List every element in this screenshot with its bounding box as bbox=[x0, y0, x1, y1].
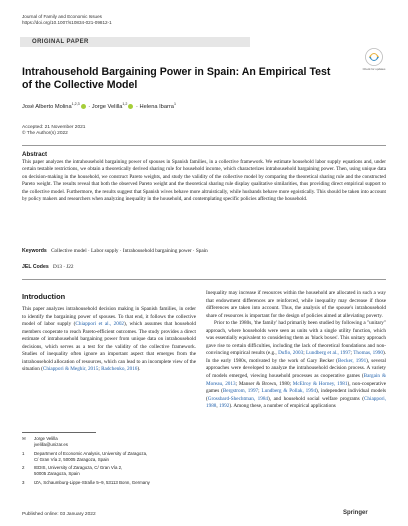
divider bbox=[22, 145, 386, 146]
citation-link[interactable]: McElroy & Horney, 1981 bbox=[292, 380, 348, 387]
copyright-line: © The Author(s) 2022 bbox=[22, 131, 68, 137]
citation-link[interactable]: Grossbard-Shechtman, 1984 bbox=[207, 395, 269, 402]
check-for-updates-badge[interactable] bbox=[362, 47, 386, 73]
author-list bbox=[22, 102, 382, 110]
author-name[interactable]: Helena Ibarra bbox=[139, 103, 174, 110]
intro-paragraph-3 bbox=[206, 320, 386, 411]
footnotes bbox=[22, 436, 196, 488]
paragraph-text: , bbox=[216, 403, 219, 410]
paragraph-text: ; bbox=[98, 366, 102, 373]
footnote-line: IZA, Schaumburg-Lippe-Straße 5–9, 53113 Bonn, Germany bbox=[34, 479, 150, 485]
article-title: Intrahousehold Bargaining Power in Spain: An Empirical Test of the Collective Model bbox=[22, 66, 331, 91]
intro-left-column bbox=[22, 306, 196, 374]
accepted-date: Accepted: 21 November 2021 bbox=[22, 125, 86, 130]
divider bbox=[22, 279, 386, 280]
author-name[interactable]: José Alberto Molina bbox=[22, 103, 72, 110]
citation-link[interactable]: Becker, 1991 bbox=[337, 357, 367, 364]
jel-value: D13 · J22 bbox=[53, 264, 74, 270]
footnote-line: Jorge Velilla bbox=[34, 436, 58, 441]
citation-link[interactable]: Chiappori, 1988 bbox=[206, 395, 386, 410]
paragraph-text: ; Manser & Brown, 1980; bbox=[235, 380, 293, 387]
author-affiliation: 1,2,3 bbox=[71, 102, 80, 106]
paragraph-text: ), and household social welfare programs ( bbox=[268, 395, 364, 402]
footnote-marker: 1 bbox=[22, 450, 25, 456]
footnote-item bbox=[22, 451, 196, 464]
footnote-line: IEDIS, University of Zaragoza, C/ Gran Vía 2, bbox=[34, 465, 123, 471]
doi-link[interactable]: https://doi.org/10.1007/s10834-021-09812-1 bbox=[22, 20, 112, 25]
citation-link[interactable]: Bergstrom, 1997 bbox=[222, 388, 259, 395]
email-link[interactable]: jvelilla@unizar.es bbox=[34, 442, 68, 448]
footnote-line: C/ Gran Vía 2, 50005 Zaragoza, Spain bbox=[34, 456, 109, 462]
paragraph-text: Prior to the 1980s, 'the family' had primarily been studied by following a "unitary" approach, where households were seen as units with a single utility function, which was essentially equivalent to considering them as 'black boxes'. This unitary approach gave rise to certain difficulties, including the lack of theoretical foundations and non-convincing empirical results (e.g., bbox=[206, 320, 386, 357]
keywords-label: Keywords bbox=[22, 248, 47, 254]
article-dates bbox=[22, 125, 85, 137]
citation-link[interactable]: Bargain & Moreau, 2013 bbox=[206, 373, 386, 387]
abstract-text: This paper analyzes the intrahousehold bargaining power of spouses in Spanish families, in a collective framework. We estimate household labor supply equations and, under certain testable restrictions, we obtain a theoretically derived sharing rule for household income, which characterizes intrahousehold bargaining power. Then, using unique data on decision-making in the household, we construct Pareto weights, and study the validity of the collective model by comparing the theoretical sharing rule and the constructed Pareto weight. The results reveal that both the observed Pareto weight and the theoretical sharing rule display qualitative similarities, thus providing direct empirical support to the collective model. Furthermore, the results suggest that Spanish wives behave more altruistically, while husbands behave more egoistically. This should be taken into account by policy makers and researchers when analyzing inequality in the household, and contemplating specific policies affecting the household. bbox=[22, 159, 386, 203]
citation-link[interactable]: Thomas, 1990 bbox=[353, 350, 383, 357]
citation-link[interactable]: Chiappori et al., 2002 bbox=[75, 321, 125, 328]
author-affiliation: 1 bbox=[173, 102, 176, 106]
journal-name: Journal of Family and Economic Issues bbox=[22, 14, 102, 19]
paragraph-text: ). In the early 1980s, motivated by the work of Gary Becker ( bbox=[206, 350, 387, 364]
citation-link[interactable]: 1992 bbox=[218, 403, 230, 410]
article-type-label: ORIGINAL PAPER bbox=[32, 38, 89, 45]
abstract-heading: Abstract bbox=[22, 151, 48, 158]
keywords-value: Collective model · Labor supply · Intrahousehold bargaining power · Spain bbox=[51, 248, 208, 254]
paragraph-text: ), independent individual models ( bbox=[206, 388, 386, 402]
crossmark-label: Check for updates bbox=[362, 67, 386, 71]
footnote-item bbox=[22, 436, 196, 449]
envelope-icon: ✉ bbox=[22, 436, 26, 441]
paragraph-text: ; bbox=[350, 350, 354, 357]
footnote-marker: 2 bbox=[22, 465, 25, 471]
footnote-item bbox=[22, 480, 196, 486]
intro-right-column bbox=[206, 290, 386, 411]
intro-paragraph-1 bbox=[22, 306, 196, 374]
intro-paragraph-2: Inequality may increase if resources within the household are allocated in such a way that endowment differences are reinforced, while inequality may decrease if those differences are taken into account. Thus, the analysis of the spouse's intrahousehold share of resources is important for the design of policies aimed at alleviating poverty. bbox=[206, 290, 386, 319]
paragraph-text: This paper analyzes intrahousehold decision making in Spanish families, in order to identify the bargaining power of spouses. To that end, it follows the collective model of labor supply ( bbox=[22, 306, 196, 328]
journal-header bbox=[22, 14, 112, 26]
paragraph-text: ). Among these, a number of empirical applications bbox=[229, 403, 336, 410]
citation-link[interactable]: Radchenko, 2016 bbox=[101, 366, 138, 373]
paragraph-text: ). bbox=[137, 366, 141, 373]
author-affiliation: 1,2 bbox=[122, 102, 128, 106]
published-date: Published online: 03 January 2022 bbox=[22, 512, 96, 517]
footnote-line: 50005 Zaragoza, Spain bbox=[34, 471, 80, 477]
orcid-icon[interactable] bbox=[128, 104, 133, 109]
footnote-item bbox=[22, 465, 196, 478]
author-name[interactable]: Jorge Velilla bbox=[91, 103, 123, 110]
section-heading-introduction: Introduction bbox=[22, 292, 66, 301]
citation-link[interactable]: Lundberg et al., 1997 bbox=[305, 350, 351, 357]
paragraph-text: ), several approaches were developed to analyze the intrahousehold decision process. A variety of models emerged, viewing household processes as cooperative games ( bbox=[206, 357, 386, 380]
paragraph-text: ; bbox=[303, 350, 306, 357]
citation-link[interactable]: Lundberg & Pollak, 1994 bbox=[261, 388, 317, 395]
orcid-icon[interactable] bbox=[81, 104, 86, 109]
keywords-line bbox=[22, 248, 386, 254]
publisher-logo: Springer bbox=[343, 510, 368, 516]
footnote-divider bbox=[22, 432, 96, 433]
paragraph-text: ), which assumes that household members cooperate to reach Pareto-efficient outcomes. The study provides a direct estimate of intrahousehold bargaining power from unique data on intrahousehold decisions, which serves as a test for the validity of the collective framework. Studies of inequality often ignore an important aspect that emerges from the intrahousehold allocation of resources, which can lead to an incomplete view of the situation ( bbox=[22, 321, 196, 373]
jel-line bbox=[22, 264, 386, 270]
author-separator: · bbox=[136, 103, 138, 110]
citation-link[interactable]: Chiappori & Meghir, 2015 bbox=[42, 366, 99, 373]
author-separator: · bbox=[88, 103, 91, 110]
citation-link[interactable]: Duflo, 2003 bbox=[278, 350, 304, 357]
paragraph-text: ), non-cooperative games ( bbox=[206, 380, 386, 395]
paragraph-text: ; bbox=[258, 388, 262, 395]
footnote-line: Department of Economic Analysis, University of Zaragoza, bbox=[34, 450, 148, 456]
jel-label: JEL Codes bbox=[22, 264, 49, 270]
footnote-marker: 3 bbox=[22, 479, 25, 485]
